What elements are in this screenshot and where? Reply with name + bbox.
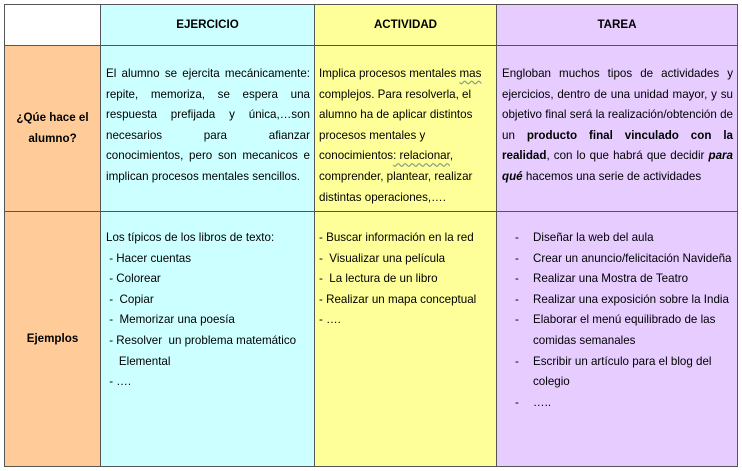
exercise-examples bbox=[101, 212, 315, 467]
row-label-what-line1: ¿Qúe hace el bbox=[16, 110, 89, 124]
row-label-what bbox=[5, 46, 101, 212]
list-item: - La lectura de un libro bbox=[319, 272, 438, 286]
list-dash: - bbox=[515, 395, 519, 409]
list-item: - Buscar información en la red bbox=[319, 231, 474, 244]
activity-examples bbox=[315, 212, 497, 467]
exercise-description bbox=[101, 46, 315, 212]
list-item: - Copiar bbox=[106, 292, 154, 306]
list-item: - Crear un anuncio/felicitación Navideña bbox=[515, 249, 733, 270]
header-exercise: EJERCICIO bbox=[101, 5, 315, 46]
list-item: - Elaborar el menú equilibrado de las comidas semanales bbox=[515, 310, 733, 351]
header-activity: ACTIVIDAD bbox=[315, 5, 497, 46]
list-item: - Diseñar la web del aula bbox=[515, 228, 733, 249]
list-item: - Colorear bbox=[106, 272, 161, 286]
list-dash: - bbox=[515, 313, 519, 327]
list-item: - Resolver un problema matemático bbox=[106, 333, 297, 347]
activity-examples-list bbox=[319, 228, 492, 331]
activity-description bbox=[315, 46, 497, 212]
list-dash: - bbox=[515, 231, 519, 244]
exercise-examples-list bbox=[106, 249, 310, 393]
activity-description-text: Implica procesos mentales mas complejos. Para resolverla, el alumno ha de aplicar distintos procesos mentales y conocimientos: relacionar, comprender, plantear, realizar distintas operaciones,…. bbox=[319, 67, 482, 204]
list-item: - Realizar un mapa conceptual bbox=[319, 292, 477, 306]
list-item: Elemental bbox=[106, 354, 171, 368]
corner-cell bbox=[5, 5, 101, 46]
header-task: TAREA bbox=[497, 5, 738, 46]
comparison-table bbox=[4, 4, 738, 467]
row-label-what-line2: alumno? bbox=[28, 131, 77, 145]
list-item: - Realizar una exposición sobre la India bbox=[515, 290, 733, 311]
list-item: - …. bbox=[106, 375, 132, 389]
list-item: - …. bbox=[319, 313, 341, 327]
list-item: - Realizar una Mostra de Teatro bbox=[515, 269, 733, 290]
list-item: - Visualizar una película bbox=[319, 251, 446, 265]
list-dash: - bbox=[515, 354, 519, 368]
exercise-description-text: El alumno se ejercita mecánicamente: repite, memoriza, se espera una respuesta prefijada y única,…son necesarios para afianzar conocimientos, pero son mecanicos e implican procesos mentales sencillos. bbox=[106, 67, 310, 183]
task-examples bbox=[497, 212, 738, 467]
list-item: - Memorizar una poesía bbox=[106, 313, 235, 327]
list-item: - Escribir un artículo para el blog del colegio bbox=[515, 352, 733, 393]
exercise-examples-intro: Los típicos de los libros de texto: bbox=[106, 231, 275, 244]
task-examples-list bbox=[515, 228, 733, 413]
list-dash: - bbox=[515, 272, 519, 286]
list-item: - Hacer cuentas bbox=[106, 251, 192, 265]
list-dash: - bbox=[515, 251, 519, 265]
task-description bbox=[497, 46, 738, 212]
task-description-text: Engloban muchos tipos de actividades y ejercicios, dentro de una unidad mayor, y su objetivo final será la realización/obtención de un producto final vinculado con la realidad, con lo que habrá que decidir para qué hacemos una serie de actividades bbox=[502, 67, 733, 183]
list-item: - ….. bbox=[515, 393, 733, 414]
list-dash: - bbox=[515, 292, 519, 306]
row-label-examples: Ejemplos bbox=[5, 212, 101, 467]
